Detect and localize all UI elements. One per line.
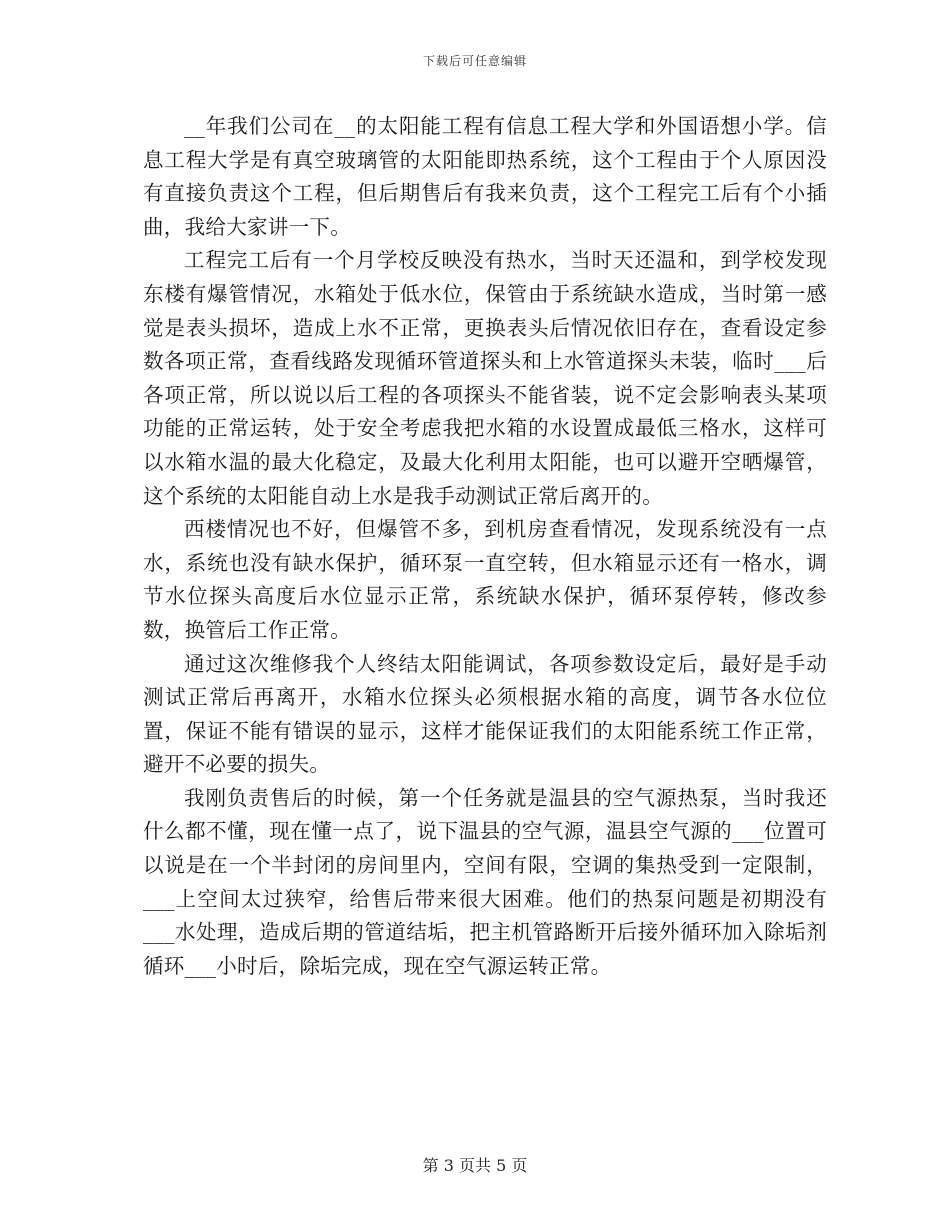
page-number-footer: 第 3 页共 5 页 (422, 1156, 528, 1175)
page-header: 下载后可任意编辑 (422, 54, 527, 68)
paragraph-2: 工程完工后有一个月学校反映没有热水，当时天还温和，到学校发现东楼有爆管情况，水箱处于低水位，保管由于系统缺水造成，当时第一感觉是表头损坏，造成上水不正常，更换表头后情况依旧存在，查看设定参数各项正常，查看线路发现循环管道探头和上水管道探头未装，临时___后各项正常，所以说以后工程的各项探头不能省装，说不定会影响表头某项功能的正常运转，处于安全考虑我把水箱的水设置成最低三格水，这样可以水箱水温的最大化稳定，及最大化利用太阳能，也可以避开空晒爆管，这个系统的太阳能自动上水是我手动测试正常后离开的。 (143, 248, 827, 508)
paragraph-5: 我刚负责售后的时候，第一个任务就是温县的空气源热泵，当时我还什么都不懂，现在懂一点了，说下温县的空气源，温县空气源的___位置可以说是在一个半封闭的房间里内，空间有限，空调的集热受到一定限制，___上空间太过狭窄，给售后带来很大困难。他们的热泵问题是初期没有___水处理，造成后期的管道结垢，把主机管路断开后接外循环加入除垢剂循环___小时后，除垢完成，现在空气源运转正常。 (143, 785, 827, 978)
paragraph-1: __年我们公司在__的太阳能工程有信息工程大学和外国语想小学。信息工程大学是有真空玻璃管的太阳能即热系统，这个工程由于个人原因没有直接负责这个工程，但后期售后有我来负责，这个工程完工后有个小插曲，我给大家讲一下。 (143, 114, 827, 239)
paragraph-3: 西楼情况也不好，但爆管不多，到机房查看情况，发现系统没有一点水，系统也没有缺水保护，循环泵一直空转，但水箱显示还有一格水，调节水位探头高度后水位显示正常，系统缺水保护，循环泵停转，修改参数，换管后工作正常。 (143, 517, 827, 642)
paragraph-4: 通过这次维修我个人终结太阳能调试，各项参数设定后，最好是手动测试正常后再离开，水箱水位探头必须根据水箱的高度，调节各水位位置，保证不能有错误的显示，这样才能保证我们的太阳能系统工作正常，避开不必要的损失。 (143, 651, 827, 777)
document-body (143, 110, 827, 983)
